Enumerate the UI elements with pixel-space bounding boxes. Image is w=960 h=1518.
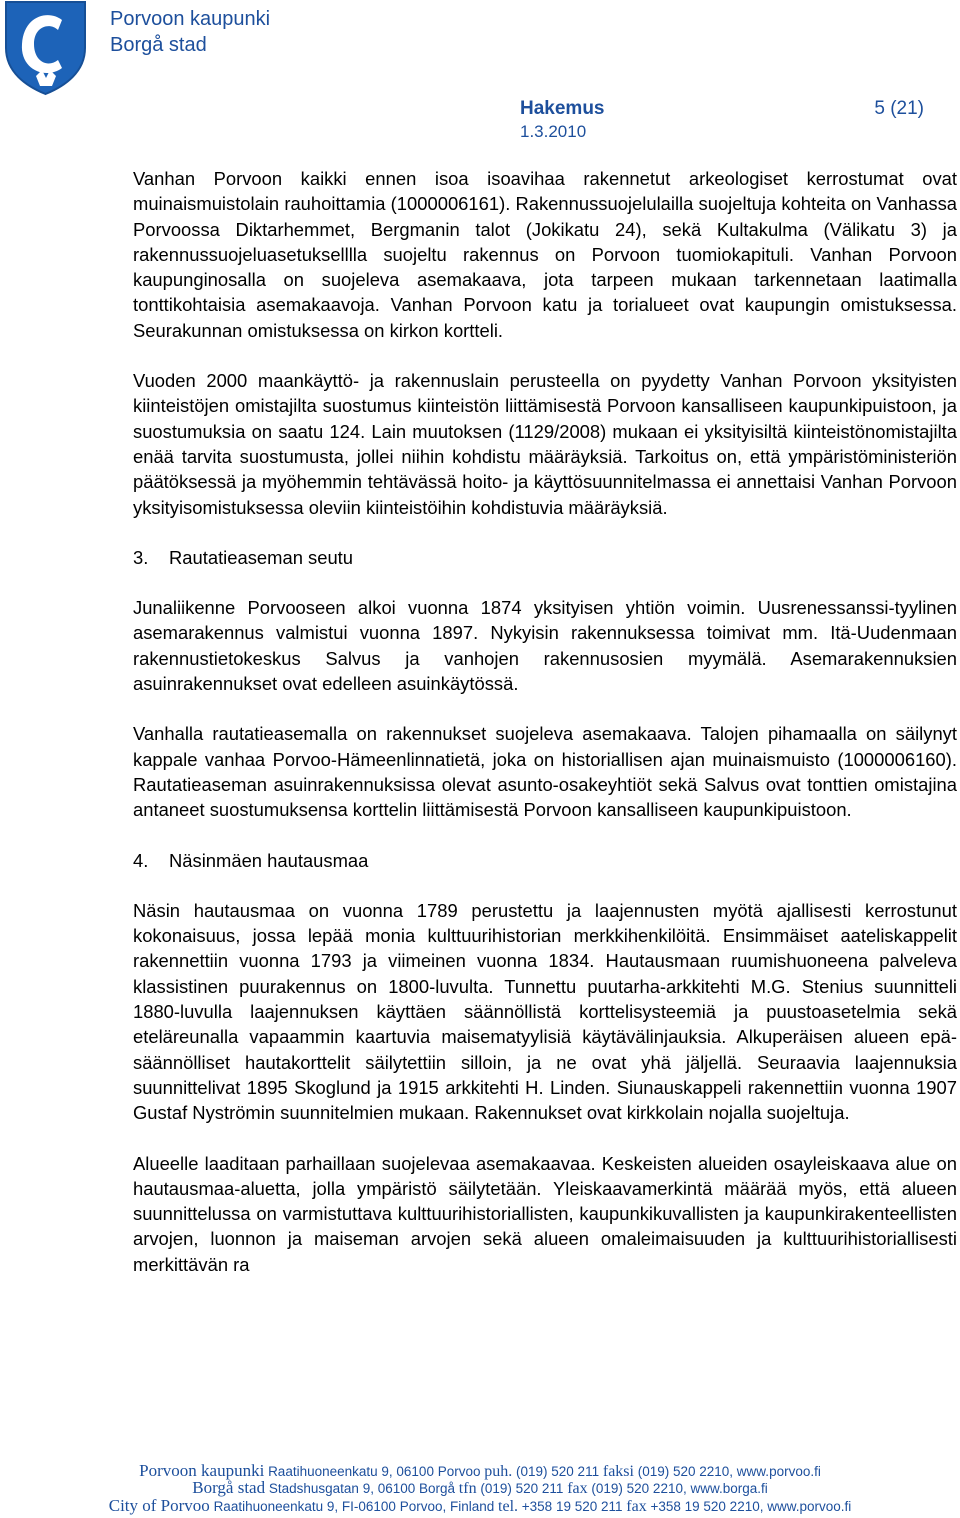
section-number: 3. [133,546,149,568]
footer-address: Raatihuoneenkatu 9, FI-06100 Porvoo, Finland [213,1499,495,1514]
document-date: 1.3.2010 [520,122,587,141]
footer-address: Stadshusgatan 9, 06100 Borgå [268,1481,456,1496]
footer-phone: (019) 520 211 [480,1481,564,1496]
footer-line-sv [0,1478,960,1498]
footer-phone: +358 19 520 211 [521,1499,623,1514]
footer-line-en [0,1496,960,1516]
document-body [133,166,957,1302]
footer-fax-label: fax [626,1498,647,1515]
footer-org: Borgå stad [192,1478,266,1497]
section-number: 4. [133,849,149,871]
footer-fax-label: faksi [602,1463,634,1480]
paragraph: Junaliikenne Porvooseen alkoi vuonna 1874 yksityisen yhtiön voimin. Uusrenessanssi-tyylinen asemarakennus valmistui vuonna 1897. Nykyisin rakennuksessa toimivat mm. Itä-Uudenmaan rakennustietokeskus Salvus ja vanhojen rakennusosien myymälä. Asemarakennuksien asuinrakennukset ovat edelleen asuinkäytössä. [133,597,957,695]
footer-phone-label: tfn [458,1480,477,1497]
paragraph: Näsin hautausmaa on vuonna 1789 perustettu ja laajennusten myötä ajallisesti kerrostunut kokonaisuus, jossa lepää monia kulttuurihistorian merkkihenkilöitä. Ensimmäiset aateliskappelit rakennettiin vuonna 1793 ja viimeinen vuonna 1834. Hautausmaan ruumishuoneena palveleva klassistinen puurakennus on 1800-luvulta. Tunnettu puutarha-arkkitehti M.G. Stenius suunnitteli 1880-luvulla laajennuksen käyttäen säännöllistä korttelisysteemiä ja puustoasetelmia sekä eteläreunalla vapaammin kaartuvia maisematyylisiä käytävälinjauksia. Alkuperäisen alueen epäsäännölliset hautakorttelit säilytettiin silloin, ja ne ovat yhä jäljellä. Seuraavia laajennuksia suunnittelivat 1895 Skoglund ja 1915 arkkitehti H. Linden. Siunauskappeli rakennettiin vuonna 1907 Gustaf Nyströmin suunnitelmien mukaan. Rakennukset ovat kirkkolain nojalla suojeltuja. [133,899,957,1124]
footer-phone-label: puh. [484,1463,513,1480]
organization-name-fi: Porvoon kaupunki [110,8,271,30]
section-heading [133,545,957,570]
footer-address: Raatihuoneenkatu 9, 06100 Porvoo [268,1464,481,1479]
document-type: Hakemus [520,98,605,119]
footer-phone-label: tel. [498,1498,519,1515]
page-number: 5 (21) [874,98,924,119]
section-title: Näsinmäen hautausmaa [169,849,369,871]
footer-phone: (019) 520 211 [516,1464,600,1479]
paragraph: Vuoden 2000 maankäyttö- ja rakennuslain perusteella on pyydetty Vanhan Porvoon yksityisten kiinteistöjen omistajilta suostumus kiinteistön liittämisestä Porvoon kansalliseen kaupunkipuistoon, ja suostumuksia on saatu 124. Lain muutoksen (1129/2008) mukaan ei yksityisiltä kiinteistönomistajilta enää tarvita suostumusta, jollei niihin kohdistu määräyksiä. Tarkoitus on, että ympäristöministeriön päätöksessä ja myöhemmin tehtävässä hoito- ja käyttösuunnitelmassa ei annettaisi Vanhan Porvoon yksityisomistuksessa oleviin kiinteistöihin kohdistuvia määräyksiä. [133,370,957,518]
footer-fax: (019) 520 2210, www.porvoo.fi [637,1464,821,1479]
paragraph: Vanhan Porvoon kaikki ennen isoa isoavihaa rakennetut arkeologiset kerrostumat ovat muinaismuistolain rauhoittamia (1000006161). Rakennussuojelulailla suojeltuja kohteita on Vanhassa Porvoossa Diktarhemmet, Bergmanin talot (Jokikatu 24), sekä Kultakulma (Välikatu 3) ja rakennussuojeluasetukselllla suojeltu rakennus on Porvoon tuomiokapituli. Vanhan Porvoon kaupunginosalla on suojeleva asemakaava, jota tarpeen mukaan tarkennetaan laatimalla tonttikohtaisia asemakaavoja. Vanhan Porvoon katu ja torialueet ovat kaupungin omistuksessa. Seurakunnan omistuksessa on kirkon kortteli. [133,168,957,341]
footer-fax: (019) 520 2210, www.borga.fi [591,1481,768,1496]
section-title: Rautatieaseman seutu [169,546,354,568]
section-heading [133,848,957,873]
footer-fax-label: fax [567,1480,588,1497]
paragraph: Vanhalla rautatieasemalla on rakennukset suojeleva asemakaava. Talojen pihamaalla on säilynyt kappale vanhaa Porvoo-Hämeenlinnatietä, joka on historiallisen ajan muinaismuisto (1000006160). Rautatieaseman asuinrakennuksissa olevat asunto-osakeyhtiöt sekä Salvus ovat tonttien omistajina antaneet suostumuksensa korttelin liittämisestä Porvoon kansalliseen kaupunkipuistoon. [133,723,957,821]
footer-fax: +358 19 520 2210, www.porvoo.fi [650,1499,852,1514]
organization-name-sv: Borgå stad [110,34,207,56]
porvoo-coat-of-arms-icon [2,0,89,96]
footer-org: City of Porvoo [108,1496,210,1515]
paragraph: Alueelle laaditaan parhaillaan suojelevaa asemakaavaa. Keskeisten alueiden osayleiskaava alue on hautausmaa-aluetta, jolla ympäristö säilytetään. Yleiskaavamerkintä määrää myös, että alueen suunnittelussa on varmistuttava kulttuurihistoriallisten, kaupunkikuvallisten ja kaupunkirakenteellisten arvojen, luonnon ja maiseman arvojen sekä alueen omaleimaisuuden ja kulttuurihistoriallisesti merkittävän ra [133,1152,957,1275]
footer-org: Porvoon kaupunki [139,1461,265,1480]
